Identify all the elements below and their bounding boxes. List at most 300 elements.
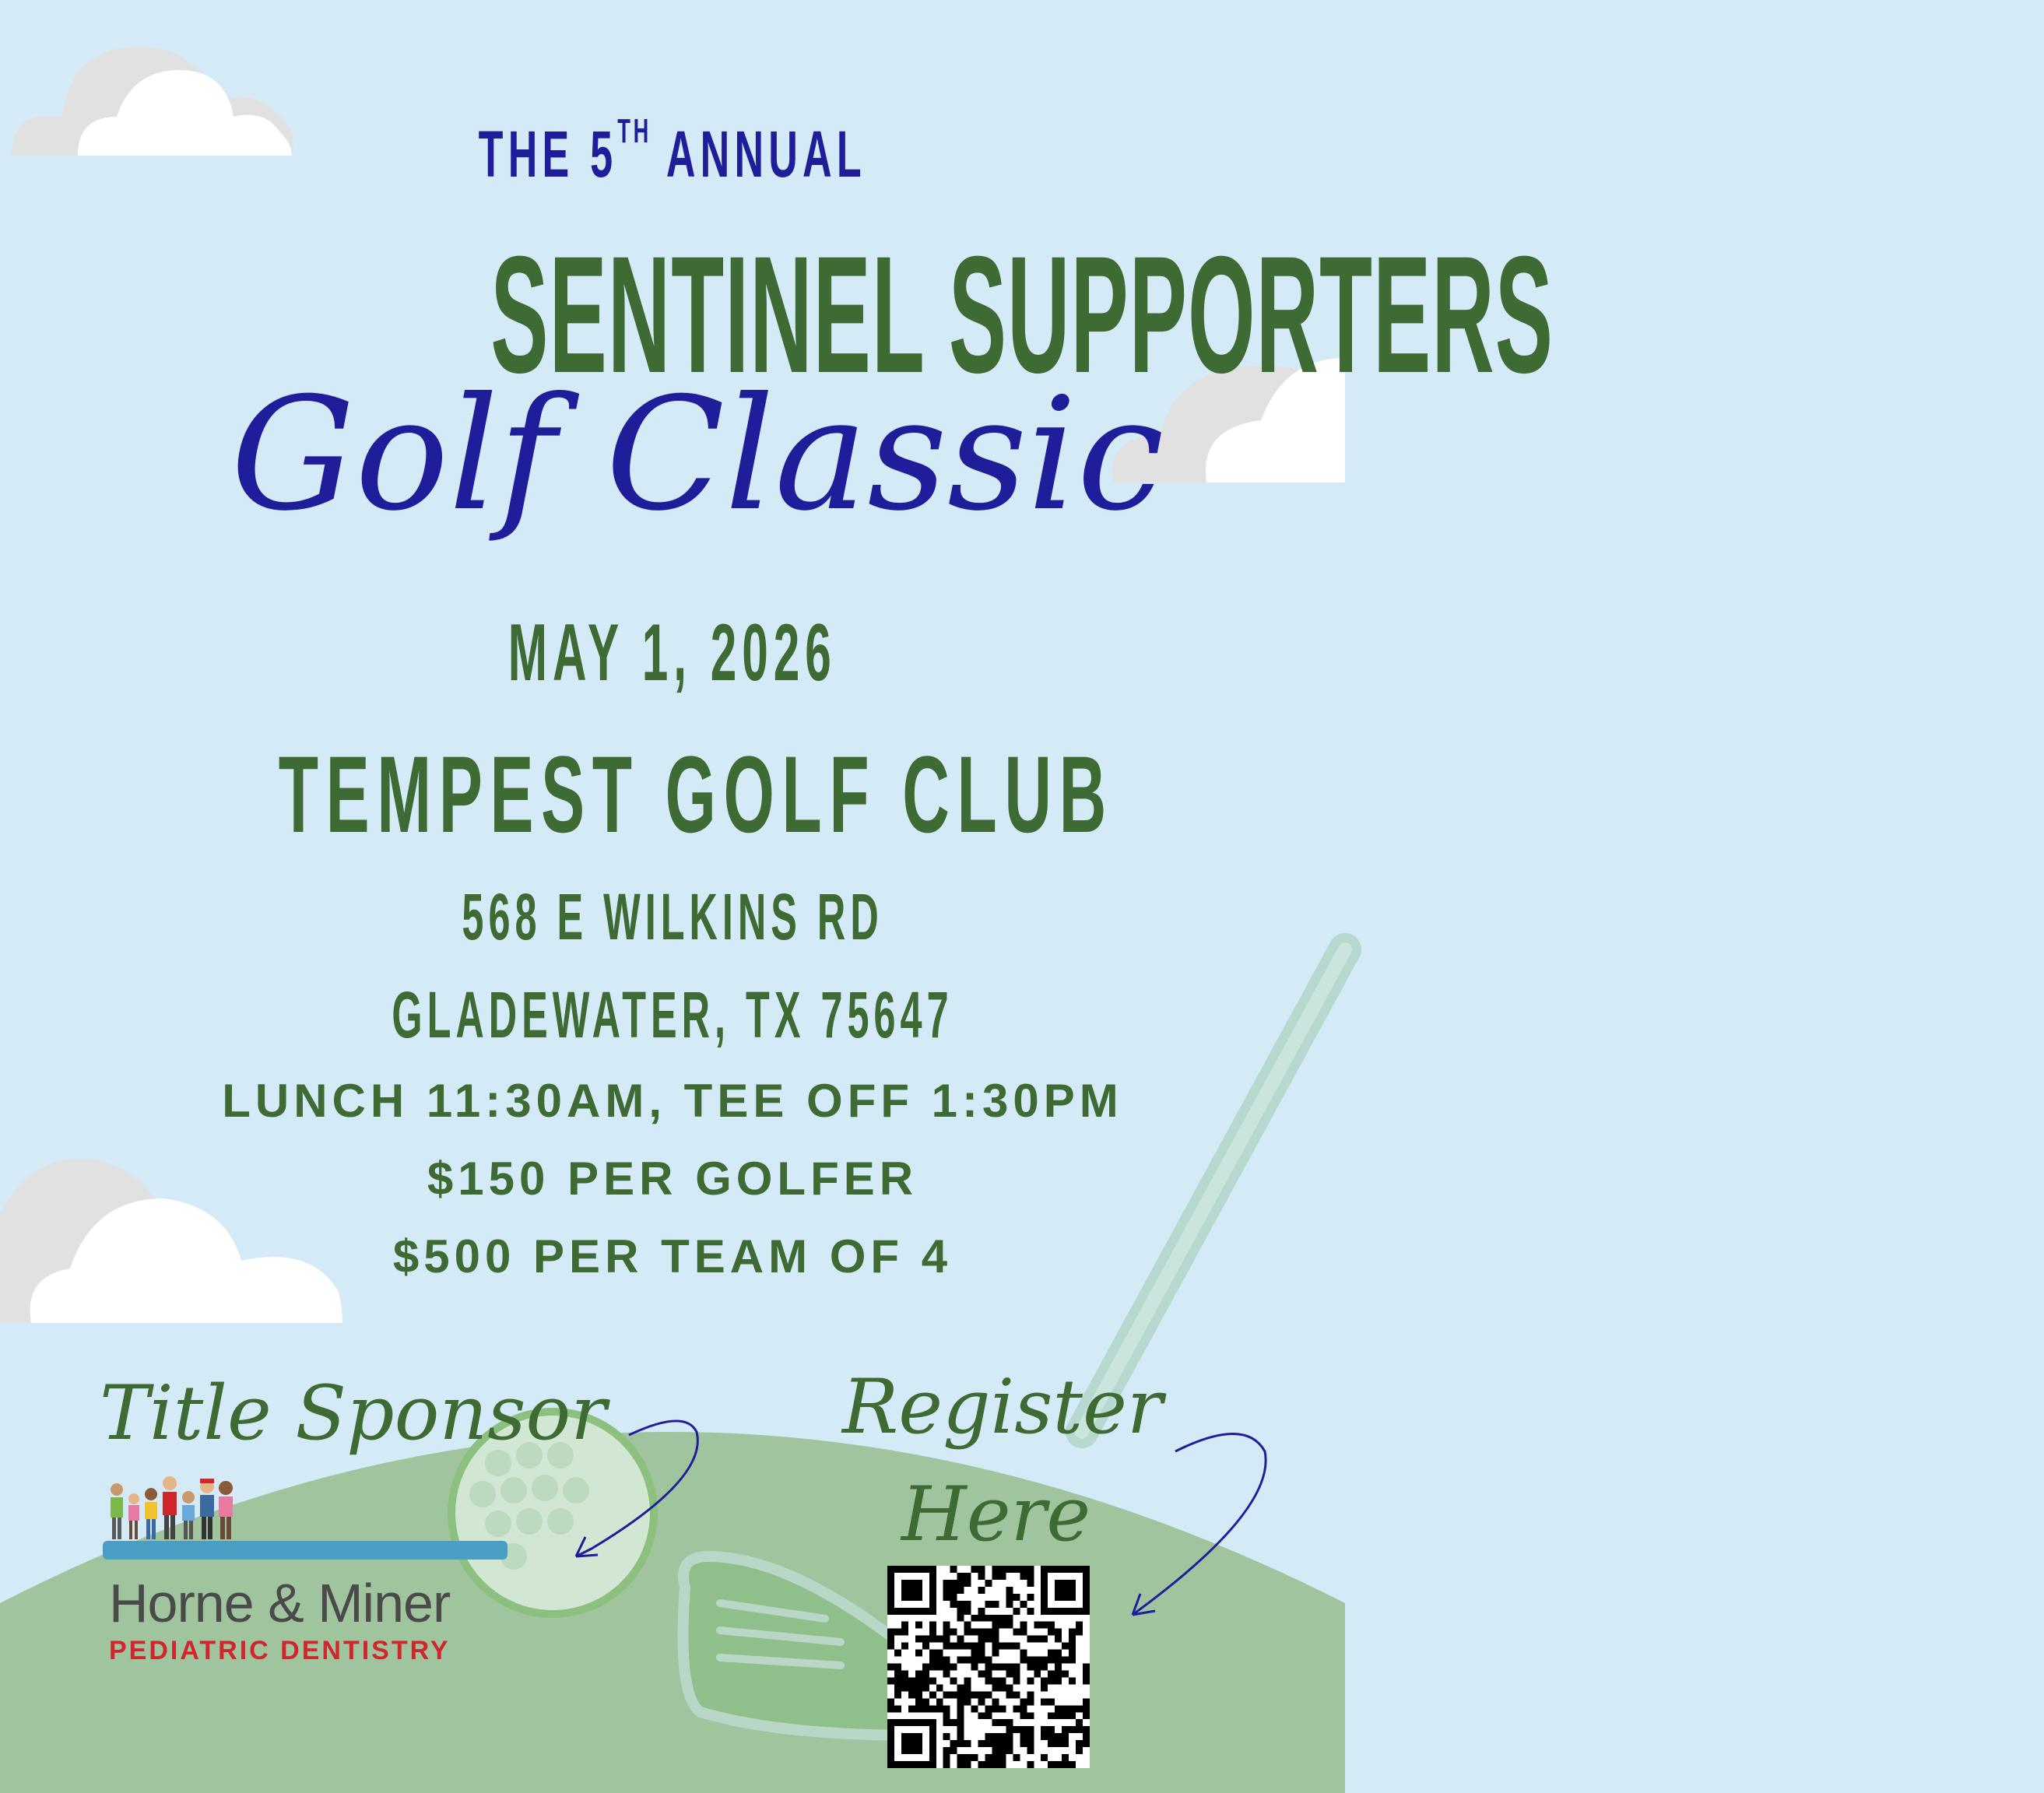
qr-module	[887, 1664, 894, 1671]
qr-module	[1048, 1712, 1055, 1719]
qr-module	[1020, 1573, 1027, 1580]
qr-module	[1027, 1747, 1034, 1754]
qr-module	[1076, 1719, 1083, 1726]
qr-module	[1076, 1726, 1083, 1733]
qr-module	[901, 1747, 908, 1754]
qr-module	[964, 1629, 971, 1636]
qr-module	[971, 1664, 978, 1671]
qr-module	[887, 1629, 894, 1636]
qr-module	[999, 1573, 1006, 1580]
qr-module	[964, 1573, 971, 1580]
qr-module	[1055, 1587, 1062, 1594]
qr-module	[950, 1643, 957, 1650]
qr-module	[1006, 1594, 1013, 1601]
qr-module	[1041, 1684, 1048, 1691]
qr-module	[943, 1622, 950, 1629]
qr-module	[992, 1684, 999, 1691]
qr-module	[971, 1657, 978, 1664]
qr-module	[1083, 1587, 1090, 1594]
address-line-2: GLADEWATER, TX 75647	[392, 978, 954, 1051]
qr-module	[1020, 1657, 1027, 1664]
qr-module	[992, 1629, 999, 1636]
qr-module	[1076, 1705, 1083, 1712]
event-date: MAY 1, 2026	[508, 608, 837, 698]
sponsor-label: Title Sponsor	[100, 1370, 607, 1457]
qr-module	[999, 1705, 1006, 1712]
qr-module	[999, 1761, 1006, 1768]
qr-module	[915, 1761, 922, 1768]
qr-module	[1020, 1629, 1027, 1636]
qr-module	[887, 1580, 894, 1587]
qr-module	[999, 1733, 1006, 1740]
qr-module	[1027, 1664, 1034, 1671]
qr-module	[978, 1657, 985, 1664]
address-line-1: 568 E WILKINS RD	[462, 880, 883, 953]
qr-module	[950, 1594, 957, 1601]
qr-module	[957, 1684, 964, 1691]
qr-module	[943, 1670, 950, 1677]
qr-module	[985, 1580, 992, 1587]
qr-module	[978, 1698, 985, 1705]
qr-module	[992, 1622, 999, 1629]
qr-module	[950, 1664, 957, 1671]
qr-module	[936, 1698, 943, 1705]
qr-module	[1020, 1622, 1027, 1629]
qr-module	[964, 1601, 971, 1608]
qr-module	[1083, 1733, 1090, 1740]
qr-module	[887, 1726, 894, 1733]
qr-module	[908, 1594, 915, 1601]
qr-module	[985, 1761, 992, 1768]
qr-module	[1041, 1622, 1048, 1629]
qr-module	[957, 1698, 964, 1705]
qr-module	[901, 1629, 908, 1636]
qr-module	[978, 1573, 985, 1580]
qr-module	[992, 1643, 999, 1650]
qr-module	[1027, 1608, 1034, 1615]
qr-module	[887, 1601, 894, 1608]
qr-module	[964, 1740, 971, 1747]
qr-module	[929, 1677, 936, 1684]
qr-module	[1069, 1761, 1076, 1768]
qr-module	[992, 1566, 999, 1573]
qr-module	[1055, 1712, 1062, 1719]
qr-module	[1027, 1740, 1034, 1747]
qr-module	[943, 1636, 950, 1643]
qr-module	[901, 1580, 908, 1587]
qr-module	[901, 1608, 908, 1615]
qr-module	[908, 1705, 915, 1712]
qr-module	[929, 1573, 936, 1580]
qr-module	[978, 1650, 985, 1657]
qr-module	[1006, 1664, 1013, 1671]
qr-module	[943, 1719, 950, 1726]
qr-module	[1013, 1664, 1020, 1671]
qr-module	[1041, 1566, 1048, 1573]
qr-module	[1034, 1664, 1041, 1671]
qr-module	[936, 1705, 943, 1712]
qr-module	[1083, 1670, 1090, 1677]
qr-module	[1083, 1601, 1090, 1608]
qr-module	[908, 1677, 915, 1684]
qr-module	[922, 1643, 929, 1650]
qr-module	[943, 1657, 950, 1664]
qr-module	[1006, 1566, 1013, 1573]
qr-module	[929, 1629, 936, 1636]
qr-module	[887, 1740, 894, 1747]
qr-module	[929, 1657, 936, 1664]
qr-module	[1041, 1726, 1048, 1733]
qr-module	[1055, 1580, 1062, 1587]
qr-module	[964, 1691, 971, 1698]
qr-module	[957, 1733, 964, 1740]
qr-module	[1006, 1615, 1013, 1622]
qr-module	[1020, 1698, 1027, 1705]
qr-module	[922, 1677, 929, 1684]
qr-code-icon[interactable]	[887, 1566, 1090, 1768]
qr-module	[985, 1664, 992, 1671]
qr-module	[894, 1705, 901, 1712]
qr-module	[1062, 1594, 1069, 1601]
qr-module	[1062, 1580, 1069, 1587]
qr-module	[1055, 1650, 1062, 1657]
qr-module	[929, 1580, 936, 1587]
qr-module	[1055, 1594, 1062, 1601]
qr-module	[992, 1733, 999, 1740]
qr-module	[985, 1754, 992, 1761]
qr-module	[999, 1684, 1006, 1691]
qr-module	[1041, 1733, 1048, 1740]
event-title: SENTINEL SUPPORTERS	[490, 222, 1554, 408]
qr-module	[1006, 1733, 1013, 1740]
qr-module	[992, 1601, 999, 1608]
qr-module	[1048, 1698, 1055, 1705]
qr-module	[908, 1719, 915, 1726]
qr-module	[1006, 1601, 1013, 1608]
qr-module	[1013, 1670, 1020, 1677]
qr-module	[971, 1643, 978, 1650]
qr-module	[957, 1608, 964, 1615]
qr-module	[936, 1650, 943, 1657]
qr-module	[992, 1754, 999, 1761]
qr-module	[1013, 1754, 1020, 1761]
qr-module	[1034, 1636, 1041, 1643]
qr-module	[915, 1566, 922, 1573]
qr-module	[1020, 1650, 1027, 1657]
qr-module	[971, 1650, 978, 1657]
qr-module	[999, 1719, 1006, 1726]
qr-module	[978, 1670, 985, 1677]
qr-module	[1027, 1580, 1034, 1587]
register-label-line2: Here	[901, 1471, 1091, 1558]
qr-module	[992, 1650, 999, 1657]
qr-module	[1013, 1705, 1020, 1712]
qr-module	[1020, 1601, 1027, 1608]
qr-module	[985, 1677, 992, 1684]
qr-module	[985, 1636, 992, 1643]
qr-module	[1069, 1594, 1076, 1601]
qr-module	[985, 1691, 992, 1698]
qr-module	[943, 1664, 950, 1671]
qr-module	[964, 1622, 971, 1629]
qr-module	[999, 1740, 1006, 1747]
qr-module	[894, 1684, 901, 1691]
qr-module	[1006, 1740, 1013, 1747]
qr-module	[1048, 1657, 1055, 1664]
qr-module	[915, 1636, 922, 1643]
qr-module	[1041, 1664, 1048, 1671]
qr-module	[915, 1684, 922, 1691]
qr-module	[971, 1615, 978, 1622]
qr-module	[901, 1719, 908, 1726]
qr-module	[1062, 1733, 1069, 1740]
qr-module	[1069, 1629, 1076, 1636]
qr-module	[1020, 1705, 1027, 1712]
qr-module	[1069, 1566, 1076, 1573]
qr-module	[964, 1754, 971, 1761]
qr-module	[1069, 1712, 1076, 1719]
qr-module	[887, 1719, 894, 1726]
qr-module	[887, 1698, 894, 1705]
qr-module	[971, 1629, 978, 1636]
qr-module	[915, 1747, 922, 1754]
qr-module	[936, 1664, 943, 1671]
event-schedule: LUNCH 11:30AM, TEE OFF 1:30PM	[222, 1075, 1123, 1127]
qr-module	[964, 1580, 971, 1587]
qr-module	[1041, 1636, 1048, 1643]
qr-module	[1041, 1608, 1048, 1615]
qr-module	[985, 1733, 992, 1740]
qr-module	[908, 1608, 915, 1615]
qr-module	[950, 1740, 957, 1747]
qr-module	[908, 1580, 915, 1587]
qr-module	[1062, 1657, 1069, 1664]
qr-module	[964, 1643, 971, 1650]
qr-code-graphic	[887, 1566, 1090, 1768]
qr-module	[887, 1573, 894, 1580]
price-golfer: $150 PER GOLFER	[427, 1153, 918, 1205]
qr-module	[1041, 1580, 1048, 1587]
qr-module	[901, 1587, 908, 1594]
qr-module	[1048, 1677, 1055, 1684]
qr-module	[1006, 1691, 1013, 1698]
qr-module	[1055, 1566, 1062, 1573]
qr-module	[1027, 1636, 1034, 1643]
qr-module	[1027, 1573, 1034, 1580]
qr-module	[1048, 1622, 1055, 1629]
qr-module	[943, 1594, 950, 1601]
qr-module	[894, 1677, 901, 1684]
qr-module	[978, 1566, 985, 1573]
qr-module	[915, 1622, 922, 1629]
qr-module	[908, 1747, 915, 1754]
qr-module	[957, 1587, 964, 1594]
qr-module	[922, 1719, 929, 1726]
qr-module	[887, 1677, 894, 1684]
qr-module	[992, 1761, 999, 1768]
pre-title: THE 5TH ANNUAL	[478, 112, 867, 191]
qr-module	[950, 1719, 957, 1726]
qr-module	[1076, 1608, 1083, 1615]
qr-module	[1076, 1747, 1083, 1754]
qr-module	[1048, 1761, 1055, 1768]
qr-module	[985, 1712, 992, 1719]
qr-module	[929, 1747, 936, 1754]
qr-module	[1055, 1677, 1062, 1684]
qr-module	[978, 1629, 985, 1636]
price-team: $500 PER TEAM OF 4	[392, 1230, 953, 1282]
qr-module	[1083, 1664, 1090, 1671]
qr-module	[894, 1664, 901, 1671]
qr-module	[894, 1691, 901, 1698]
qr-module	[992, 1615, 999, 1622]
qr-module	[1013, 1726, 1020, 1733]
qr-module	[901, 1622, 908, 1629]
sponsor-logo-subtitle: PEDIATRIC DENTISTRY	[109, 1636, 451, 1665]
qr-module	[992, 1573, 999, 1580]
qr-module	[1041, 1698, 1048, 1705]
qr-module	[971, 1691, 978, 1698]
qr-module	[1013, 1594, 1020, 1601]
qr-module	[929, 1566, 936, 1573]
qr-module	[992, 1719, 999, 1726]
qr-module	[1013, 1691, 1020, 1698]
qr-module	[1006, 1643, 1013, 1650]
qr-module	[957, 1740, 964, 1747]
qr-module	[901, 1566, 908, 1573]
qr-module	[901, 1670, 908, 1677]
qr-module	[1048, 1608, 1055, 1615]
qr-module	[901, 1740, 908, 1747]
qr-module	[1062, 1726, 1069, 1733]
qr-module	[992, 1705, 999, 1712]
qr-module	[1069, 1650, 1076, 1657]
qr-module	[1083, 1740, 1090, 1747]
qr-module	[985, 1601, 992, 1608]
qr-module	[978, 1691, 985, 1698]
qr-module	[1062, 1587, 1069, 1594]
qr-module	[957, 1615, 964, 1622]
qr-module	[1006, 1747, 1013, 1754]
qr-module	[922, 1684, 929, 1691]
qr-module	[985, 1705, 992, 1712]
qr-module	[915, 1670, 922, 1677]
qr-module	[1062, 1670, 1069, 1677]
qr-module	[1013, 1608, 1020, 1615]
qr-module	[1020, 1712, 1027, 1719]
qr-module	[957, 1712, 964, 1719]
qr-module	[929, 1705, 936, 1712]
qr-module	[978, 1712, 985, 1719]
qr-module	[922, 1705, 929, 1712]
qr-module	[929, 1719, 936, 1726]
qr-module	[964, 1684, 971, 1691]
qr-module	[922, 1664, 929, 1671]
pre-title-superscript: TH	[617, 112, 652, 150]
qr-module	[887, 1636, 894, 1643]
qr-module	[901, 1594, 908, 1601]
qr-module	[1013, 1629, 1020, 1636]
qr-module	[964, 1608, 971, 1615]
qr-module	[915, 1698, 922, 1705]
qr-module	[943, 1747, 950, 1754]
qr-module	[971, 1705, 978, 1712]
qr-module	[1006, 1684, 1013, 1691]
qr-module	[929, 1587, 936, 1594]
qr-module	[908, 1587, 915, 1594]
qr-module	[929, 1608, 936, 1615]
qr-module	[957, 1726, 964, 1733]
qr-module	[915, 1580, 922, 1587]
qr-module	[929, 1740, 936, 1747]
qr-module	[957, 1643, 964, 1650]
qr-module	[1027, 1761, 1034, 1768]
qr-module	[887, 1608, 894, 1615]
qr-module	[887, 1761, 894, 1768]
qr-module	[894, 1719, 901, 1726]
qr-module	[950, 1566, 957, 1573]
qr-module	[915, 1677, 922, 1684]
qr-module	[1055, 1740, 1062, 1747]
qr-module	[971, 1566, 978, 1573]
qr-module	[1076, 1622, 1083, 1629]
qr-module	[1027, 1594, 1034, 1601]
qr-module	[929, 1650, 936, 1657]
qr-module	[1069, 1587, 1076, 1594]
qr-module	[922, 1608, 929, 1615]
qr-module	[992, 1636, 999, 1643]
qr-module	[1062, 1740, 1069, 1747]
qr-module	[999, 1677, 1006, 1684]
qr-module	[985, 1615, 992, 1622]
qr-module	[1006, 1726, 1013, 1733]
qr-module	[957, 1573, 964, 1580]
qr-module	[915, 1608, 922, 1615]
qr-module	[964, 1698, 971, 1705]
qr-module	[992, 1698, 999, 1705]
qr-module	[1013, 1643, 1020, 1650]
qr-module	[957, 1719, 964, 1726]
qr-module	[922, 1761, 929, 1768]
qr-module	[964, 1657, 971, 1664]
qr-module	[908, 1566, 915, 1573]
qr-module	[929, 1733, 936, 1740]
qr-module	[915, 1705, 922, 1712]
qr-module	[1020, 1740, 1027, 1747]
qr-module	[943, 1761, 950, 1768]
qr-module	[915, 1650, 922, 1657]
qr-module	[1083, 1726, 1090, 1733]
qr-module	[1020, 1733, 1027, 1740]
qr-module	[1069, 1636, 1076, 1643]
qr-module	[887, 1587, 894, 1594]
qr-module	[999, 1747, 1006, 1754]
qr-module	[1083, 1566, 1090, 1573]
event-subtitle: Golf Classic	[230, 364, 1164, 546]
qr-module	[887, 1643, 894, 1650]
qr-module	[1041, 1657, 1048, 1664]
qr-module	[1055, 1636, 1062, 1643]
qr-module	[1055, 1705, 1062, 1712]
qr-module	[936, 1636, 943, 1643]
qr-module	[1062, 1712, 1069, 1719]
qr-module	[978, 1587, 985, 1594]
qr-module	[978, 1608, 985, 1615]
qr-module	[999, 1754, 1006, 1761]
qr-module	[929, 1761, 936, 1768]
qr-module	[985, 1740, 992, 1747]
qr-module	[950, 1601, 957, 1608]
